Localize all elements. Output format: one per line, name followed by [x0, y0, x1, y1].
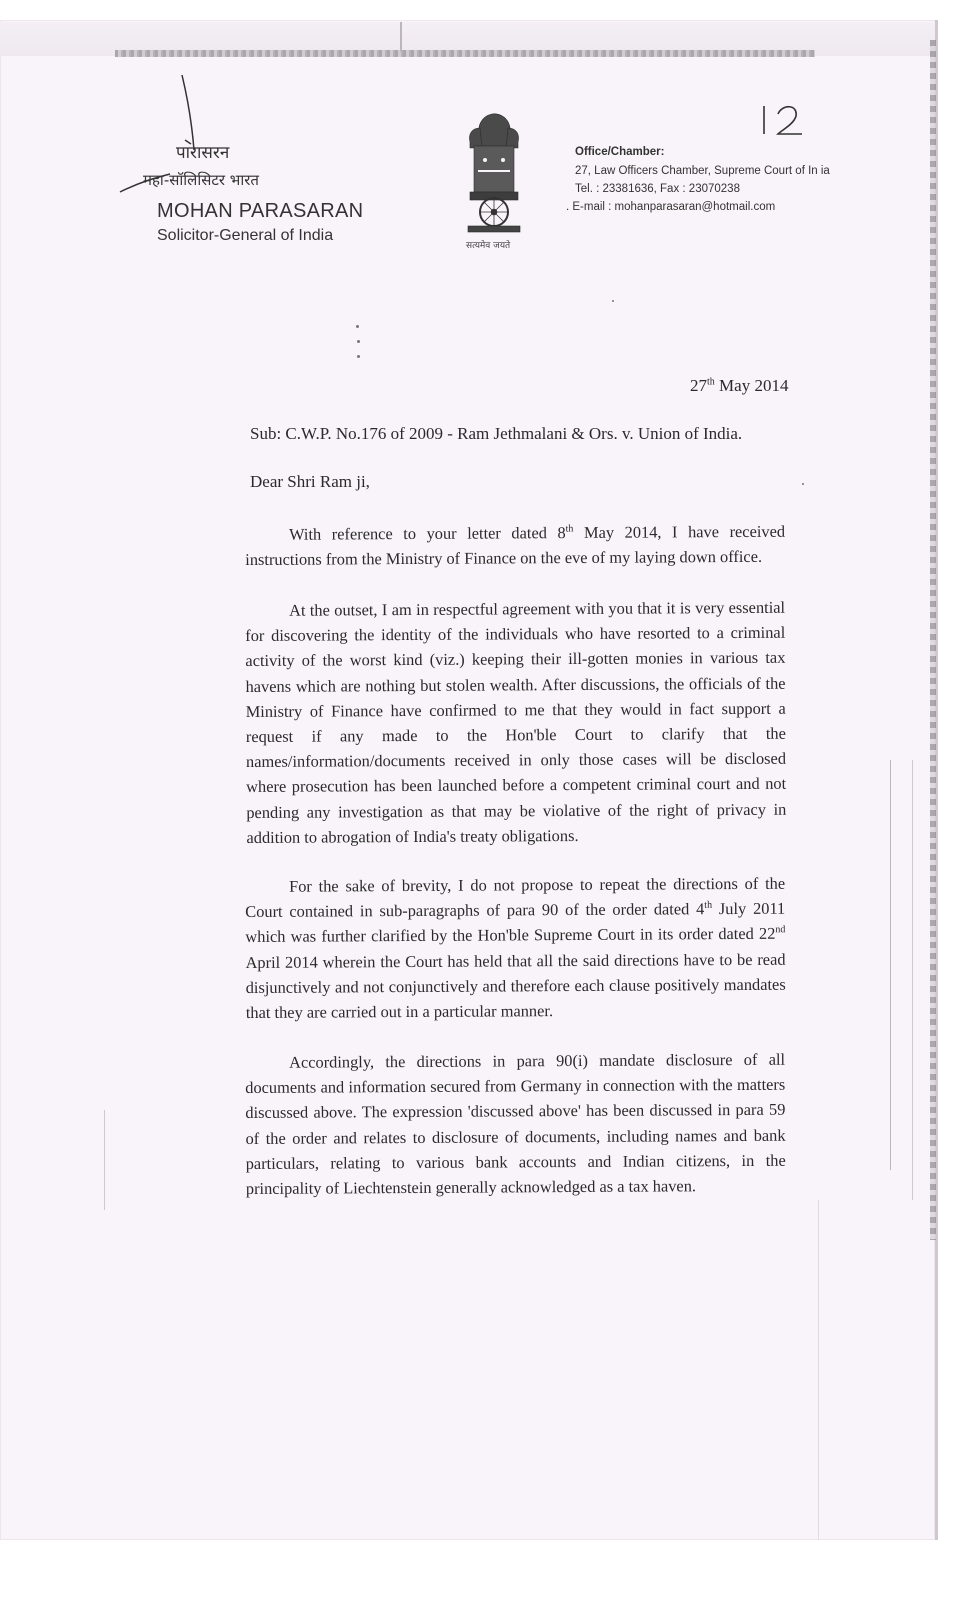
sender-title: Solicitor-General of India	[157, 227, 334, 244]
scan-speck	[356, 325, 359, 328]
scan-artifact-line	[400, 22, 402, 52]
date-day: 27	[690, 376, 707, 395]
paragraph-1	[245, 519, 785, 573]
scan-artifact-line	[912, 760, 913, 1200]
date-rest: May 2014	[714, 376, 789, 395]
letter-subject: Sub: C.W.P. No.176 of 2009 - Ram Jethmalani & Ors. v. Union of India.	[250, 424, 743, 443]
date-suffix: th	[707, 376, 715, 388]
scan-artifact-line	[818, 1200, 819, 1540]
sender-title-hindi: महा-सॉलिसिटर भारत	[143, 171, 259, 189]
scan-artifact-line	[104, 1110, 105, 1210]
paragraph-3-sup-1: th	[704, 899, 713, 911]
paragraph-4-text: Accordingly, the directions in para 90(i) mandate disclosure of all documents and information secured from Germany in connection with the matters discussed above. The expression 'discussed above' has been discussed in para 59 of the order and relates to disclosure of documents, including names and bank particulars, relating to various bank accounts and Indian citizens, in the principality of Liechtenstein generally acknowledged as a tax haven.	[245, 1049, 786, 1199]
national-emblem-icon	[458, 108, 530, 248]
paragraph-3-text-b: July 2011 which was further clarified by the Hon'ble Supreme Court in its order dated 22	[245, 898, 786, 947]
office-label: Office/Chamber:	[575, 146, 665, 158]
paragraph-2-text: At the outset, I am in respectful agreement with you that it is very essential for discovering the identity of the individuals who have resorted to a criminal activity of the worst kind (viz.) keeping their ill-gotten monies in various tax havens which are nothing but stolen wealth. After discussions, the officials of the Ministry of Finance have confirmed to me that they would in fact support a request if any made to the Hon'ble Court to clarify that the names/information/documents received in only those cases will be disclosed where prosecution has been launched before a competent criminal court and not pending any investigation as that may be violative of the right of privacy in addition to abrogation of India's treaty obligations.	[245, 597, 787, 847]
office-address: 27, Law Officers Chamber, Supreme Court of In ia	[575, 165, 830, 177]
paragraph-3-text-a: For the sake of brevity, I do not propose to repeat the directions of the Court contained in sub-paragraphs of para 90 of the order dated 4	[245, 873, 786, 922]
paragraph-1-text-a: With reference to your letter dated 8	[289, 523, 566, 544]
paragraph-3-text-c: April 2014 wherein the Court has held that all the said directions have to be read disjunctively and not conjunctively and therefore each clause positively mandates that they are carried out in a particular manner.	[245, 949, 786, 1023]
paragraph-2	[245, 595, 787, 850]
emblem-motto: सत्यमेव जयते	[466, 241, 511, 251]
sender-name-hindi: पारासरन	[176, 143, 230, 163]
office-email: . E-mail : mohanparasaran@hotmail.com	[566, 201, 776, 213]
sender-name: MOHAN PARASARAN	[157, 200, 364, 222]
paragraph-1-text-b: May 2014, I have received instructions from the Ministry of Finance on the eve of my laying down office.	[245, 521, 786, 570]
scan-artifact-line	[890, 760, 891, 1170]
paragraph-3	[245, 871, 786, 1026]
handwritten-page-number	[758, 100, 818, 140]
paragraph-4	[245, 1047, 786, 1202]
paragraph-1-sup: th	[565, 523, 574, 535]
scan-speck	[802, 483, 804, 485]
office-phone: Tel. : 23381636, Fax : 23070238	[575, 183, 740, 195]
scan-speck	[357, 340, 360, 343]
letter-salutation: Dear Shri Ram ji,	[250, 472, 370, 491]
scan-top-bar	[115, 50, 815, 57]
scan-speck	[612, 300, 614, 302]
scan-right-edge	[930, 40, 936, 1240]
scan-speck	[357, 355, 360, 358]
letter-date	[690, 376, 788, 396]
paragraph-3-sup-2: nd	[775, 924, 786, 936]
